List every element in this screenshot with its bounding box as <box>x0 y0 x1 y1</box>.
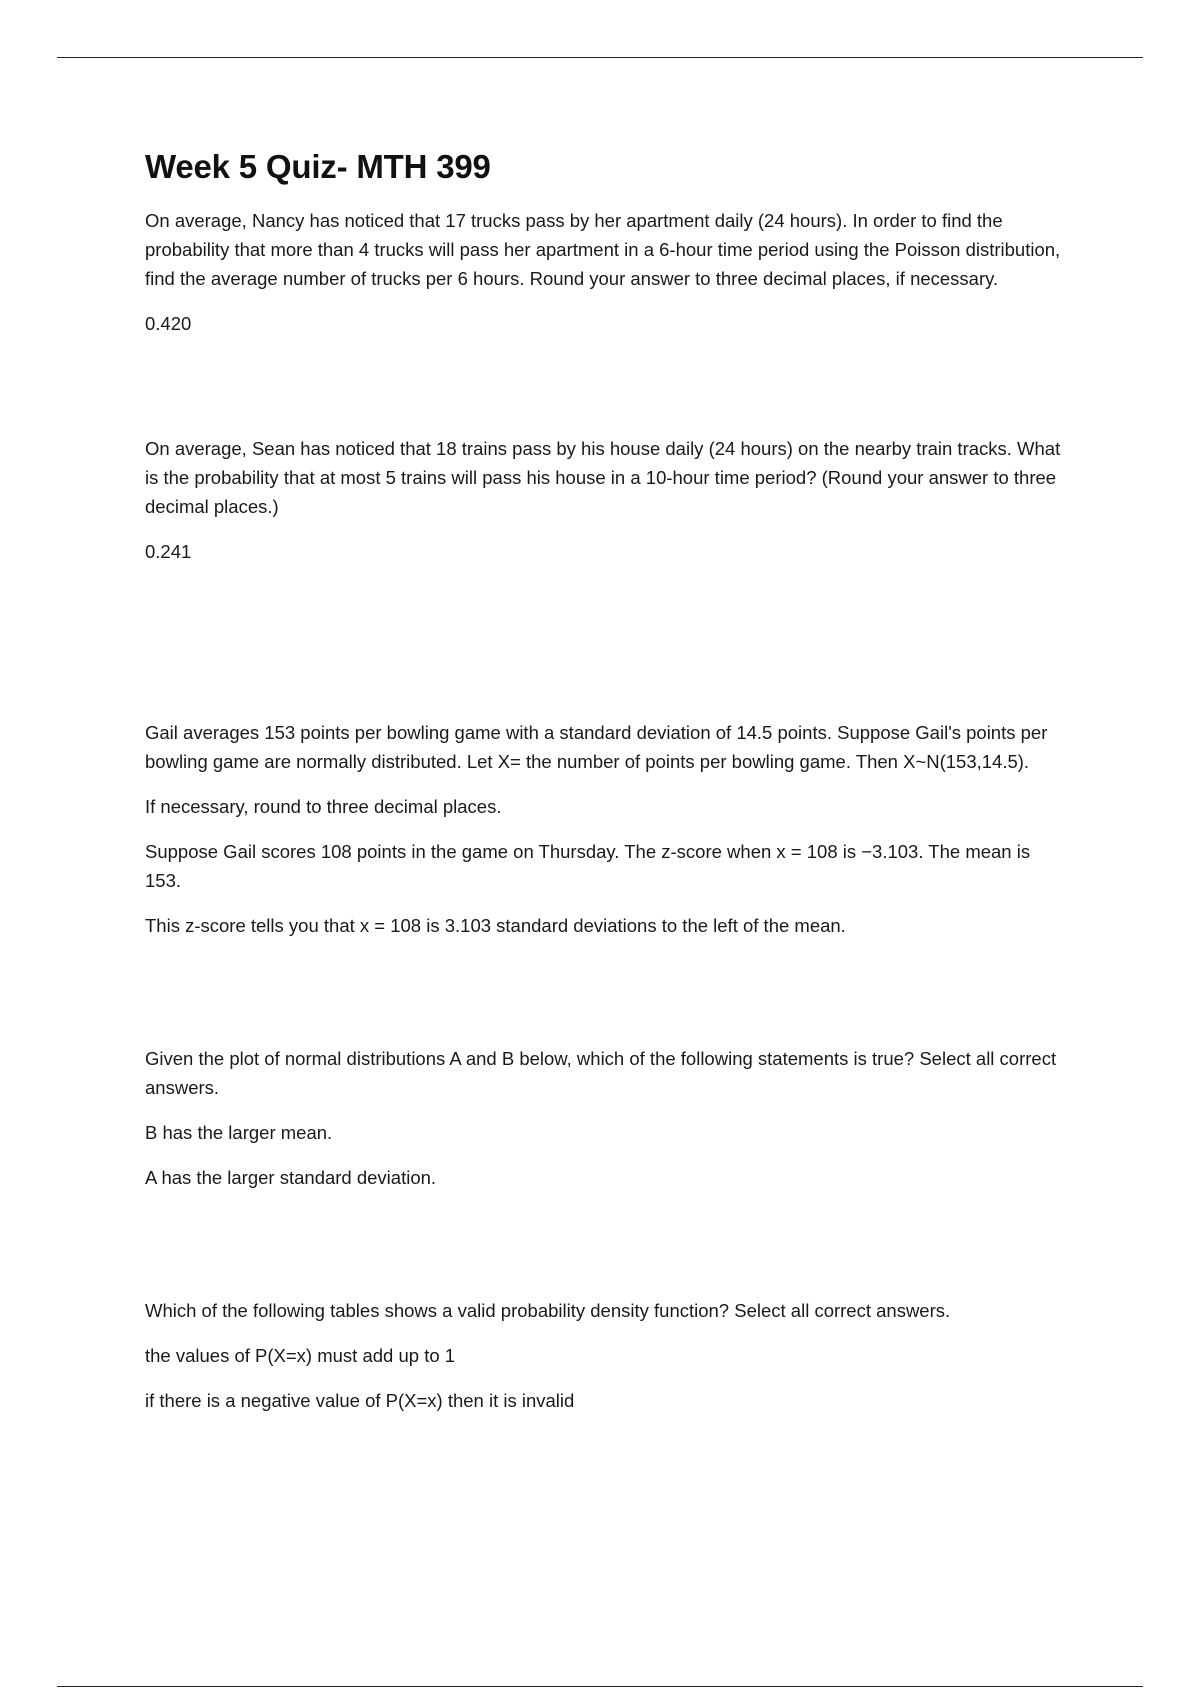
question-5-answer-2: if there is a negative value of P(X=x) then it is invalid <box>145 1390 575 1411</box>
bottom-rule <box>57 1686 1143 1687</box>
question-4-answer-2: A has the larger standard deviation. <box>145 1167 437 1188</box>
question-2-answer: 0.241 <box>145 541 192 562</box>
question-3 <box>145 718 1065 940</box>
question-1 <box>145 206 1065 338</box>
question-1-prompt: On average, Nancy has noticed that 17 trucks pass by her apartment daily (24 hours). In order to find the probability that more than 4 trucks will pass her apartment in a 6-hour time period using the Poisson distribution, find the average number of trucks per 6 hours. Round your answer to three decimal places, if necessary. <box>145 210 1061 289</box>
question-2 <box>145 434 1065 566</box>
question-4-prompt: Given the plot of normal distributions A and B below, which of the following statements is true? Select all correct answers. <box>145 1048 1057 1098</box>
question-5-prompt: Which of the following tables shows a valid probability density function? Select all correct answers. <box>145 1300 951 1321</box>
page-title: Week 5 Quiz- MTH 399 <box>145 148 491 185</box>
top-rule <box>57 57 1143 58</box>
document-body <box>145 148 1065 1415</box>
question-5-answer-1: the values of P(X=x) must add up to 1 <box>145 1345 456 1366</box>
question-4-answer-1: B has the larger mean. <box>145 1122 333 1143</box>
question-2-prompt: On average, Sean has noticed that 18 trains pass by his house daily (24 hours) on the nearby train tracks. What is the probability that at most 5 trains will pass his house in a 10-hour time period? (Round your answer to three decimal places.) <box>145 438 1061 517</box>
question-1-answer: 0.420 <box>145 313 192 334</box>
question-3-answer: This z-score tells you that x = 108 is 3.103 standard deviations to the left of the mean. <box>145 915 846 936</box>
question-3-zscore-statement: Suppose Gail scores 108 points in the game on Thursday. The z-score when x = 108 is −3.103. The mean is 153. <box>145 841 1031 891</box>
question-5 <box>145 1296 1065 1415</box>
question-4 <box>145 1044 1065 1192</box>
question-3-prompt: Gail averages 153 points per bowling game with a standard deviation of 14.5 points. Suppose Gail's points per bowling game are normally distributed. Let X= the number of points per bowling game. Then X~N(153,14.5). <box>145 722 1048 772</box>
question-3-rounding-note: If necessary, round to three decimal places. <box>145 796 502 817</box>
